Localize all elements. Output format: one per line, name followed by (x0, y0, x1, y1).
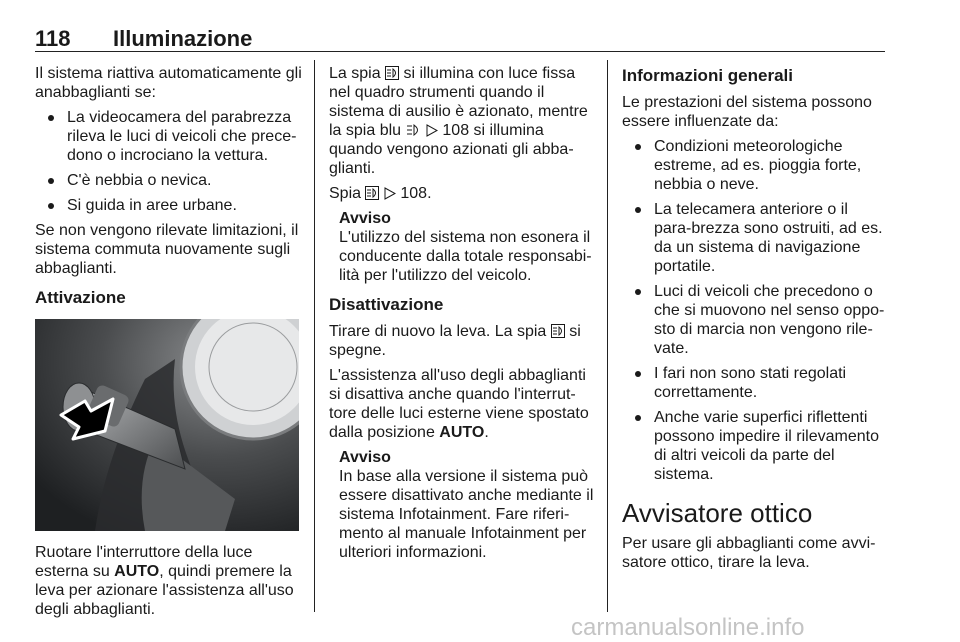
paragraph: Per usare gli abbaglianti come avvi-satore ottico, tirare la leva. (622, 535, 876, 571)
page-number: 118 (35, 26, 71, 51)
condition-list (35, 108, 303, 215)
high-beam-icon (406, 123, 422, 137)
list-item: Anche varie superfici riflettenti possono impedire il rilevamento di altri veicoli da parte del sistema. (622, 408, 888, 484)
text-segment: si illumina con luce fissa nel quadro strumenti quando il sistema di ausilio è azionato, mentre la spia blu (329, 65, 588, 139)
paragraph (329, 322, 597, 360)
intro-text: Il sistema riattiva automaticamente gli anabbaglianti se: (35, 65, 302, 101)
lever-photo (35, 319, 299, 531)
high-beam-assist-lamp-icon (365, 186, 379, 200)
note-text: L'utilizzo del sistema non esonera il conducente dalla totale responsabi-lità per l'utilizzo del veicolo. (339, 229, 592, 284)
list-item: La telecamera anteriore o il para-brezza sono ostruiti, ad es. da un sistema di navigazione portatile. (622, 200, 888, 276)
auto-label: AUTO (114, 563, 160, 580)
text-segment: si spegne. (329, 323, 581, 359)
text-segment: L'assistenza all'uso degli abbaglianti si disattiva anche quando l'interrut-tore delle luci esterne viene spostato dalla posizione (329, 367, 589, 441)
list-item: Condizioni meteorologiche estreme, ad es. pioggia forte, nebbia o neve. (622, 137, 888, 194)
section-heading-attivazione: Attivazione (35, 288, 126, 307)
text-segment: Spia (329, 185, 366, 202)
section-heading-informazioni: Informazioni generali (622, 66, 793, 85)
text-segment: Tirare di nuovo la leva. La spia (329, 323, 551, 340)
section-heading-disattivazione: Disattivazione (329, 295, 444, 314)
paragraph (329, 184, 597, 203)
list-item: La videocamera del parabrezza rileva le luci di veicoli che prece-dono o incrociano la vettura. (35, 108, 303, 165)
note-text: In base alla versione il sistema può essere disattivato anche mediante il sistema Infotainment. Fare riferi-mento al manuale Infotainment per ulteriori informazioni. (339, 468, 594, 561)
column-2 (329, 64, 597, 568)
high-beam-assist-lamp-icon (385, 66, 399, 80)
paragraph (329, 64, 597, 178)
note-box (339, 209, 597, 285)
text-segment: La spia (329, 65, 386, 82)
page-reference: 108. (400, 185, 432, 202)
header-rule (35, 51, 885, 52)
intro-text: Le prestazioni del sistema possono essere influenzate da: (622, 94, 872, 130)
text-segment: Ruotare l'interruttore della luce esterna su (35, 544, 253, 580)
page-reference-arrow-icon (426, 124, 438, 137)
auto-label: AUTO (439, 424, 485, 441)
factor-list (622, 137, 888, 484)
page-reference-arrow-icon (384, 187, 396, 200)
note-title: Avviso (339, 210, 391, 227)
high-beam-assist-lamp-icon (551, 324, 565, 338)
text-segment: si illumina quando vengono azionati gli abba-glianti. (329, 122, 574, 177)
watermark: carmanualsonline.info (571, 614, 805, 641)
list-item: Luci di veicoli che precedono o che si muovono nel senso oppo-sto di marcia non vengono rile-vate. (622, 282, 888, 358)
page-reference: 108 (442, 122, 470, 139)
column-3 (622, 64, 888, 578)
column-divider (314, 60, 315, 612)
list-item: C'è nebbia o nevica. (35, 171, 303, 190)
text-segment: . (484, 424, 489, 441)
light-switch-lever-illustration (35, 319, 299, 531)
instruction-text (35, 543, 303, 619)
paragraph (329, 366, 597, 442)
column-divider (607, 60, 608, 612)
text-segment: , quindi premere la leva per azionare l'assistenza all'uso degli abbaglianti. (35, 563, 294, 618)
note-title: Avviso (339, 449, 391, 466)
note-box (339, 448, 597, 562)
chapter-title: Illuminazione (113, 26, 253, 51)
section-heading-avvisatore: Avvisatore ottico (622, 498, 813, 528)
list-item: Si guida in aree urbane. (35, 196, 303, 215)
list-item: I fari non sono stati regolati correttamente. (622, 364, 888, 402)
paragraph: Se non vengono rilevate limitazioni, il sistema commuta nuovamente sugli abbaglianti. (35, 222, 299, 277)
column-1 (35, 64, 303, 625)
page-header (35, 26, 885, 50)
